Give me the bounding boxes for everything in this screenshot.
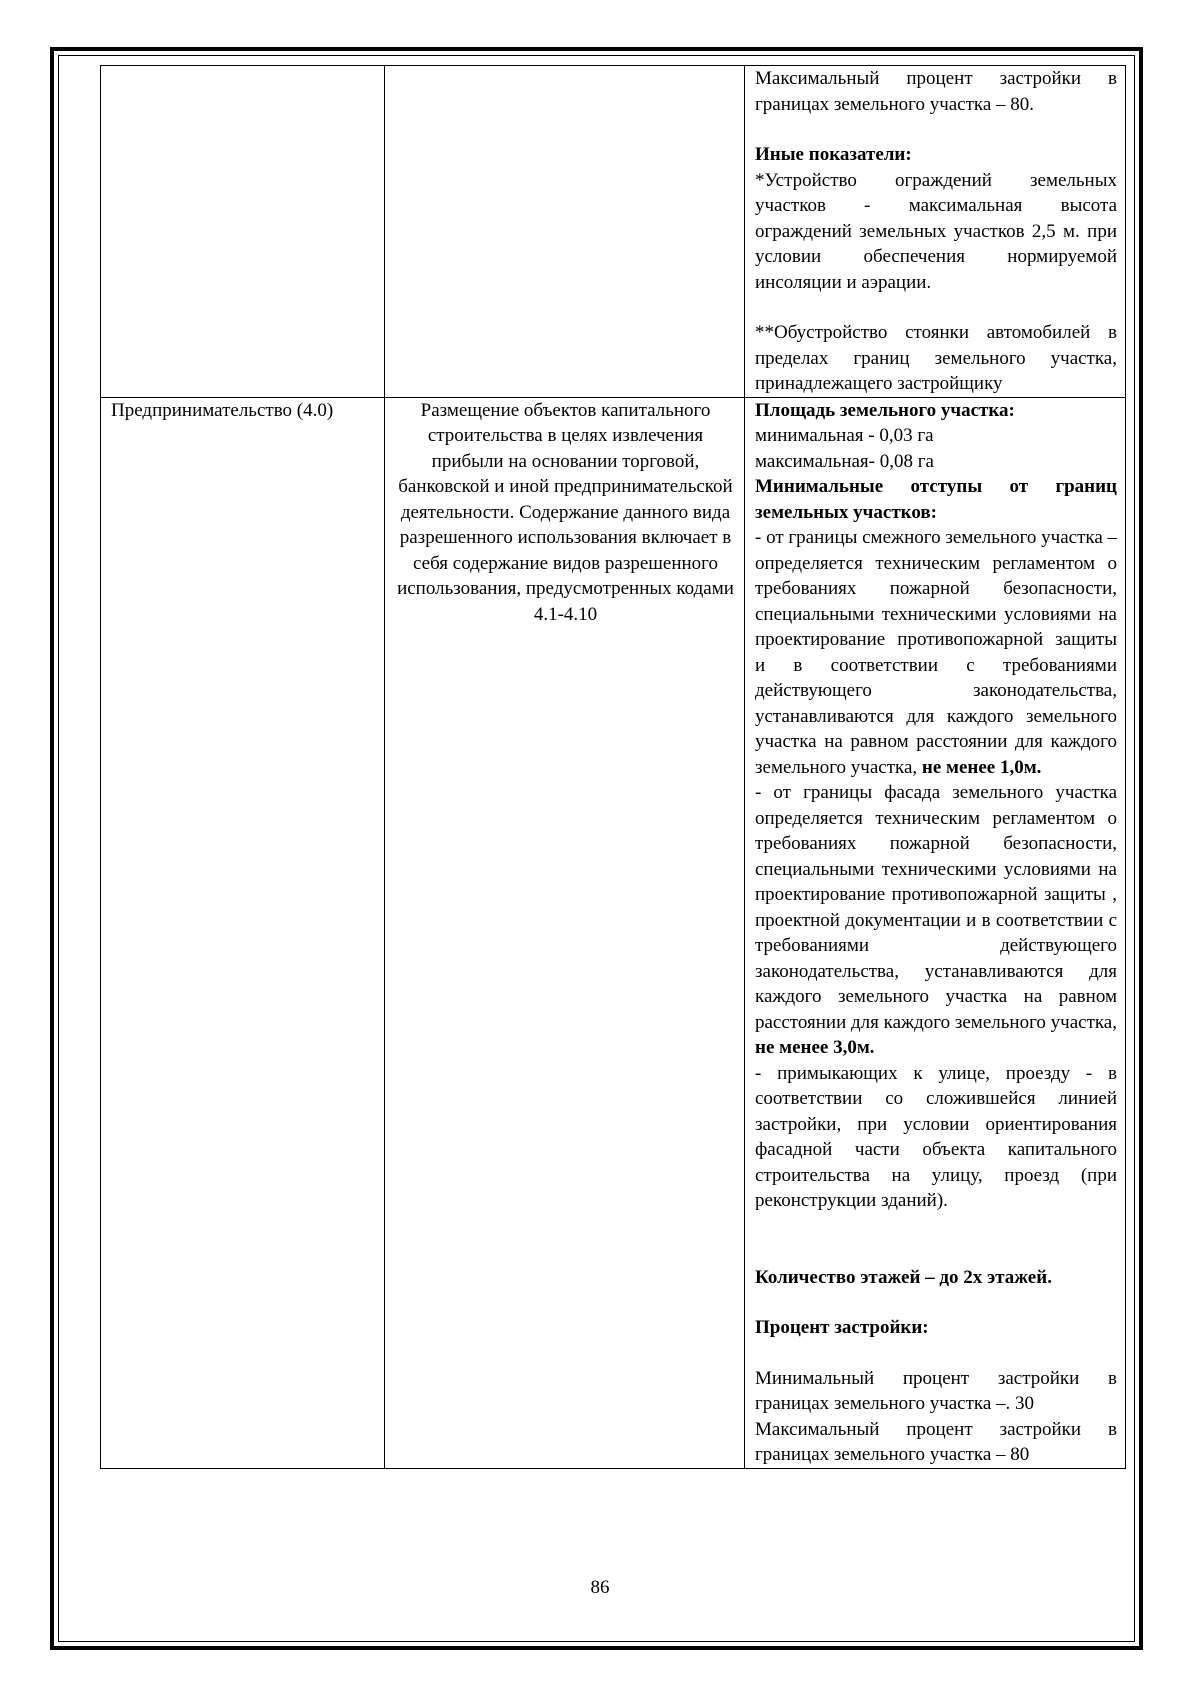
percent-min-text: Минимальный процент застройки в границах земельного участка –. 30	[755, 1367, 1117, 1414]
regulations-table	[100, 65, 1126, 1469]
setback-adjacent-text	[755, 525, 1117, 780]
setback-facade-min: не менее 3,0м.	[755, 1037, 875, 1058]
description-cell: Размещение объектов капитального строительства в целях извлечения прибыли на основании торговой, банковской и иной предпринимательской деятельности. Содержание данного вида разрешенного использования включает в себя содержание видов разрешенного использования, предусмотренных кодами 4.1-4.10	[385, 397, 745, 1468]
parameters-cell	[745, 66, 1126, 398]
use-type-cell	[101, 66, 385, 398]
description-cell	[385, 66, 745, 398]
percent-max-text: Максимальный процент застройки в границах земельного участка – 80	[755, 1418, 1117, 1465]
setback-adjacent-body: - от границы смежного земельного участка – определяется техническим регламентом о требованиях пожарной безопасности, специальными техническими условиями на проектирование противопожарной защиты и в соответствии с требованиями действующего законодательства, устанавливаются для каждого земельного участка на равном расстоянии для каждого земельного участка,	[755, 527, 1118, 778]
use-type-cell: Предпринимательство (4.0)	[101, 397, 385, 1468]
setback-adjacent-min: не менее 1,0м.	[921, 756, 1042, 778]
setback-facade-body: - от границы фасада земельного участка определяется техническим регламентом о требованиях пожарной безопасности, специальными техническими условиями на проектирование противопожарной защиты , проектной документации и в соответствии с требованиями действующего законодательства, устанавливаются для каждого земельного участка на равном расстоянии для каждого земельного участка,	[755, 782, 1117, 1033]
fence-text: *Устройство ограждений земельных участков - максимальная высота ограждений земельных участков 2,5 м. при условии обеспечения нормируемой инсоляции и аэрации.	[755, 169, 1117, 293]
area-max-text: максимальная- 0,08 га	[755, 450, 934, 472]
parameters-cell	[745, 397, 1126, 1468]
area-min-text: минимальная - 0,03 га	[755, 425, 934, 446]
setback-street-text: - примыкающих к улице, проезду - в соответствии со сложившейся линией застройки, при условии ориентирования фасадной части объекта капитального строительства на улицу, проезд (при реконструкции зданий).	[755, 1062, 1117, 1211]
table-row	[101, 66, 1126, 398]
percent-heading: Процент застройки:	[755, 1317, 929, 1338]
floors-text: Количество этажей – до 2х этажей.	[755, 1266, 1052, 1288]
page-number: 86	[590, 1577, 610, 1598]
setback-facade-text	[755, 780, 1117, 1061]
parking-text: **Обустройство стоянки автомобилей в пределах границ земельного участка, принадлежащего застройщику	[755, 322, 1117, 394]
table-row	[101, 397, 1126, 1468]
other-indicators-heading: Иные показатели:	[755, 144, 912, 165]
area-heading: Площадь земельного участка:	[755, 399, 1015, 421]
max-percent-text: Максимальный процент застройки в границах земельного участка – 80.	[755, 68, 1117, 115]
setback-heading: Минимальные отступы от границ земельных участков:	[755, 476, 1117, 523]
